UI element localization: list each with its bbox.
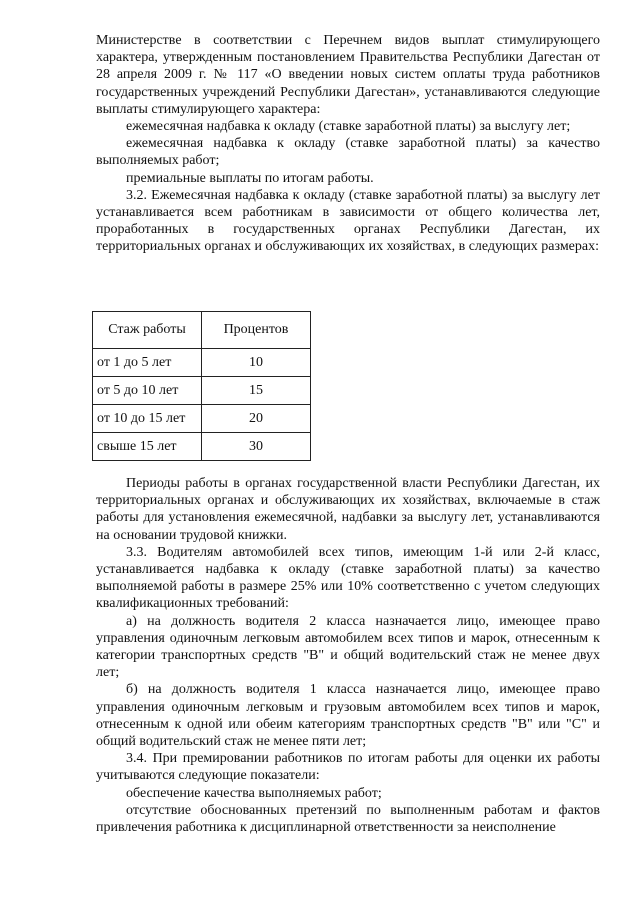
table-row [93,433,311,461]
table-header-row [93,312,311,349]
table-row [93,349,311,377]
intro-paragraph: Министерстве в соответствии с Перечнем видов выплат стимулирующего характера, утвержденным постановлением Правительства Республики Дагестан от 28 апреля 2009 г. № 117 «О введении новых систем оплаты труда работников государственных учреждений Республики Дагестан», устанавливаются следующие выплаты стимулирующего характера: [96,33,600,117]
paragraph-a: а) на должность водителя 2 класса назначается лицо, имеющее право управления одиночным легковым автомобилем всех типов и марок, отнесенным к категории транспортных средств "В" и общий водительский стаж не менее двух лет; [96,613,600,681]
paragraph-b: б) на должность водителя 1 класса назначается лицо, имеющее право управления одиночным легковым и грузовым автомобилем всех типов и марок, отнесенным к одной или обеим категориям транспортных средств "В" или "С" и общий водительский стаж не менее пяти лет; [96,682,600,750]
list-item: ежемесячная надбавка к окладу (ставке заработной платы) за качество выполняемых работ; [96,136,600,169]
table-cell: свыше 15 лет [93,433,202,461]
table-cell: от 5 до 10 лет [93,377,202,405]
table-cell: 15 [202,377,311,405]
table-cell: 30 [202,433,311,461]
table-header-cell: Стаж работы [93,312,202,349]
paragraph-3-3: 3.3. Водителям автомобилей всех типов, имеющим 1-й или 2-й класс, устанавливается надбавка к окладу (ставке заработной платы) за качество выполняемой работы в размере 25% или 10% соответственно с учетом следующих квалификационных требований: [96,544,600,612]
top-section [96,32,600,256]
list-item: отсутствие обоснованных претензий по выполненным работам и фактов привлечения работника к дисциплинарной ответственности за неисполнение [96,802,600,836]
table-row [93,405,311,433]
list-item: ежемесячная надбавка к окладу (ставке заработной платы) за выслугу лет; [126,119,571,135]
paragraph-3-2: 3.2. Ежемесячная надбавка к окладу (ставке заработной платы) за выслугу лет устанавливается всем работникам в зависимости от общего количества лет, проработанных в государственных органах Республики Дагестан, их территориальных органах и обслуживающих их хозяйствах, в следующих размерах: [96,187,600,255]
seniority-table [92,311,311,461]
periods-paragraph: Периоды работы в органах государственной власти Республики Дагестан, их территориальных органах и обслуживающих их хозяйствах, включаемые в стаж работы для установления ежемесячной, надбавки за выслугу лет, устанавливаются на основании трудовой книжки. [96,476,600,543]
table-cell: 10 [202,349,311,377]
table-cell: 20 [202,405,311,433]
table-row [93,377,311,405]
paragraph-3-4: 3.4. При премировании работников по итогам работы для оценки их работы учитываются следующие показатели: [96,751,600,784]
table-cell: от 1 до 5 лет [93,349,202,377]
list-item: обеспечение качества выполняемых работ; [126,785,382,801]
bottom-section [96,475,600,836]
list-item: премиальные выплаты по итогам работы. [126,170,374,186]
table-cell: от 10 до 15 лет [93,405,202,433]
table-header-cell: Процентов [202,312,311,349]
